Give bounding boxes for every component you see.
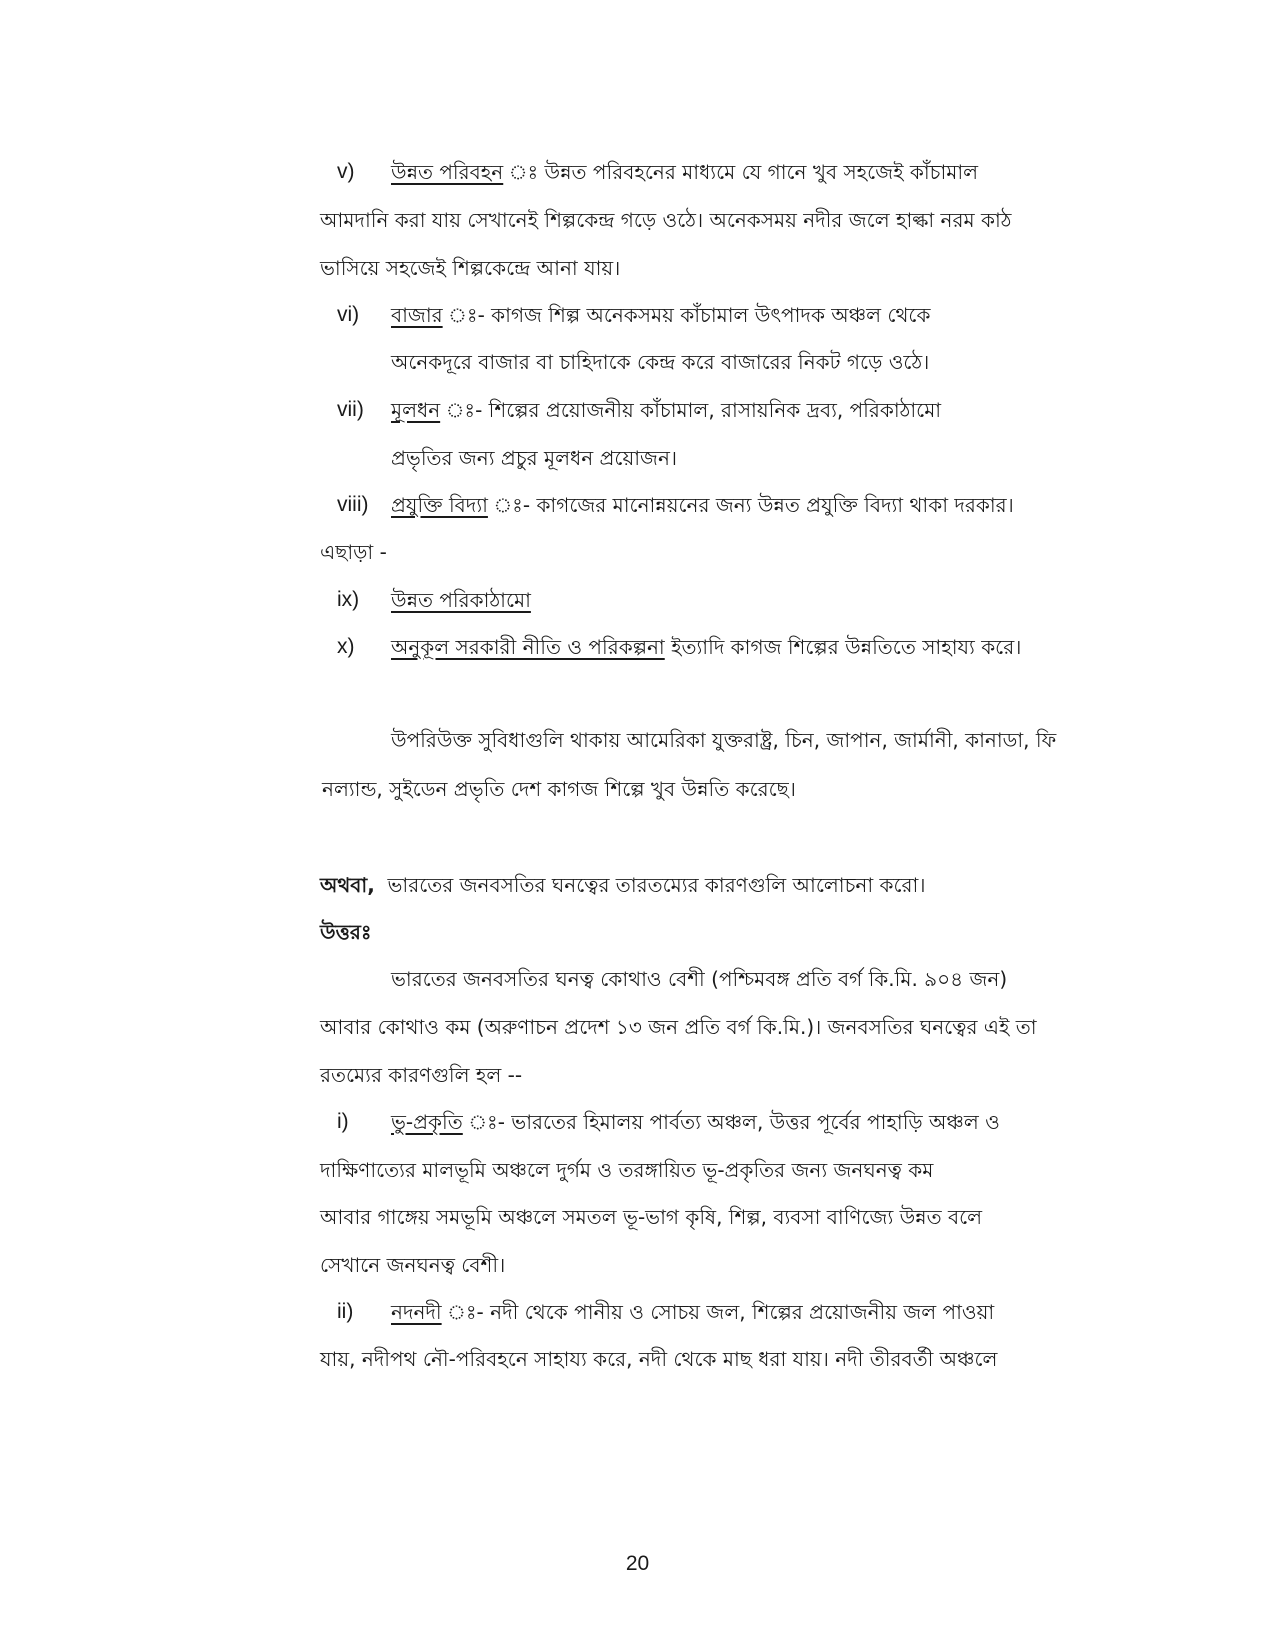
answer-item-i-term: ভু-প্রকৃতি (391, 1110, 463, 1134)
item-x-text: ইত্যাদি কাগজ শিল্পের উন্নতিতে সাহায্য করে। (664, 635, 1022, 659)
item-v-sep: ঃ (503, 160, 545, 184)
answer-item-ii-text: নদী থেকে পানীয় ও সোচয় জল, শিল্পের প্রয়োজনীয় জল পাওয়া (490, 1300, 995, 1324)
summary-line-2: নল্যান্ড, সুইডেন প্রভৃতি দেশ কাগজ শিল্পে খুব উন্নতি করেছে। (322, 777, 796, 801)
item-vii-text: শিল্পের প্রয়োজনীয় কাঁচামাল, রাসায়নিক দ্রব্য, পরিকাঠামো (488, 398, 942, 422)
besides-text: এছাড়া - (320, 540, 387, 564)
answer-item-ii-sep: ঃ- (441, 1300, 491, 1324)
answer-intro-line-1: ভারতের জনবসতির ঘনত্ব কোথাও বেশী (পশ্চিমবঙ্গ প্রতি বর্গ কি.মি. ৯০৪ জন) (391, 967, 1008, 991)
item-viii-text: কাগজের মানোন্নয়নের জন্য উন্নত প্রযুক্তি বিদ্যা থাকা দরকার। (536, 493, 1014, 517)
item-viii-term: প্রযুক্তি বিদ্যা (391, 493, 488, 517)
answer-label: উত্তরঃ (320, 920, 372, 944)
item-x-term: অনুকূল সরকারী নীতি ও পরিকল্পনা (391, 635, 665, 659)
answer-item-i-line-3: আবার গাঙ্গেয় সমভূমি অঞ্চলে সমতল ভূ-ভাগ কৃষি, শিল্প, ব্যবসা বাণিজ্যে উন্নত বলে (320, 1205, 983, 1229)
item-ix-term: উন্নত পরিকাঠামো (391, 588, 531, 612)
question (320, 871, 925, 899)
summary-line-1: উপরিউক্ত সুবিধাগুলি থাকায় আমেরিকা যুক্তরাষ্ট্র, চিন, জাপান, জার্মানী, কানাডা, ফি (391, 728, 1057, 752)
item-ix-number: ix) (337, 588, 360, 611)
answer-item-i-sep: ঃ- (462, 1110, 512, 1134)
item-x-number: x) (337, 635, 355, 658)
answer-item-i-line-4: সেখানে জনঘনত্ব বেশী। (320, 1253, 506, 1277)
answer-intro-line-2: আবার কোথাও কম (অরুণাচন প্রদেশ ১৩ জন প্রতি বর্গ কি.মি.)। জনবসতির ঘনত্বের এই তা (320, 1015, 1037, 1039)
item-vi-sep: ঃ- (442, 303, 492, 327)
question-label: অথবা, (320, 873, 375, 897)
item-vii-number: vii) (337, 398, 364, 421)
answer-item-i-line-2: দাক্ষিণাত্যের মালভূমি অঞ্চলে দুর্গম ও তরঙ্গায়িত ভূ-প্রকৃতির জন্য জনঘনত্ব কম (320, 1158, 934, 1182)
item-v-term: উন্নত পরিবহন (391, 160, 504, 184)
item-v-text: উন্নত পরিবহনের মাধ্যমে যে গানে খুব সহজেই কাঁচামাল (544, 160, 979, 184)
item-v-number: v) (337, 160, 355, 183)
item-viii-number: viii) (337, 493, 369, 516)
item-v-line-2: আমদানি করা যায় সেখানেই শিল্পকেন্দ্র গড়ে ওঠে। অনেকসময় নদীর জলে হাল্কা নরম কাঠ (320, 208, 1012, 232)
item-vii-term: মূলধন (391, 398, 441, 422)
answer-intro-line-3: রতম্যের কারণগুলি হল -- (320, 1063, 523, 1087)
answer-item-ii-number: ii) (337, 1300, 354, 1323)
answer-item-ii-line-2: যায়, নদীপথ নৌ-পরিবহনে সাহায্য করে, নদী থেকে মাছ ধরা যায়। নদী তীরবর্তী অঞ্চলে (320, 1347, 998, 1371)
item-v-line-3: ভাসিয়ে সহজেই শিল্পকেন্দ্রে আনা যায়। (320, 256, 621, 280)
item-viii-sep: ঃ- (487, 493, 537, 517)
item-vi-number: vi) (337, 303, 360, 326)
answer-item-i-text: ভারতের হিমালয় পার্বত্য অঞ্চল, উত্তর পূর্বের পাহাড়ি অঞ্চল ও (511, 1110, 1000, 1134)
item-vii-sep: ঃ- (440, 398, 489, 422)
question-text: ভারতের জনবসতির ঘনত্বের তারতম্যের কারণগুলি আলোচনা করো। (387, 873, 926, 897)
answer-item-ii-term: নদনদী (391, 1300, 442, 1324)
item-vi-term: বাজার (391, 303, 443, 327)
item-vii-line-2: প্রভৃতির জন্য প্রচুর মূলধন প্রয়োজন। (391, 446, 678, 470)
item-vi-text: কাগজ শিল্প অনেকসময় কাঁচামাল উৎপাদক অঞ্চল থেকে (491, 303, 931, 327)
answer-item-i-number: i) (337, 1110, 349, 1133)
item-vi-line-2: অনেকদূরে বাজার বা চাহিদাকে কেন্দ্র করে বাজারের নিকট গড়ে ওঠে। (391, 350, 930, 374)
page-number: 20 (625, 1552, 650, 1575)
